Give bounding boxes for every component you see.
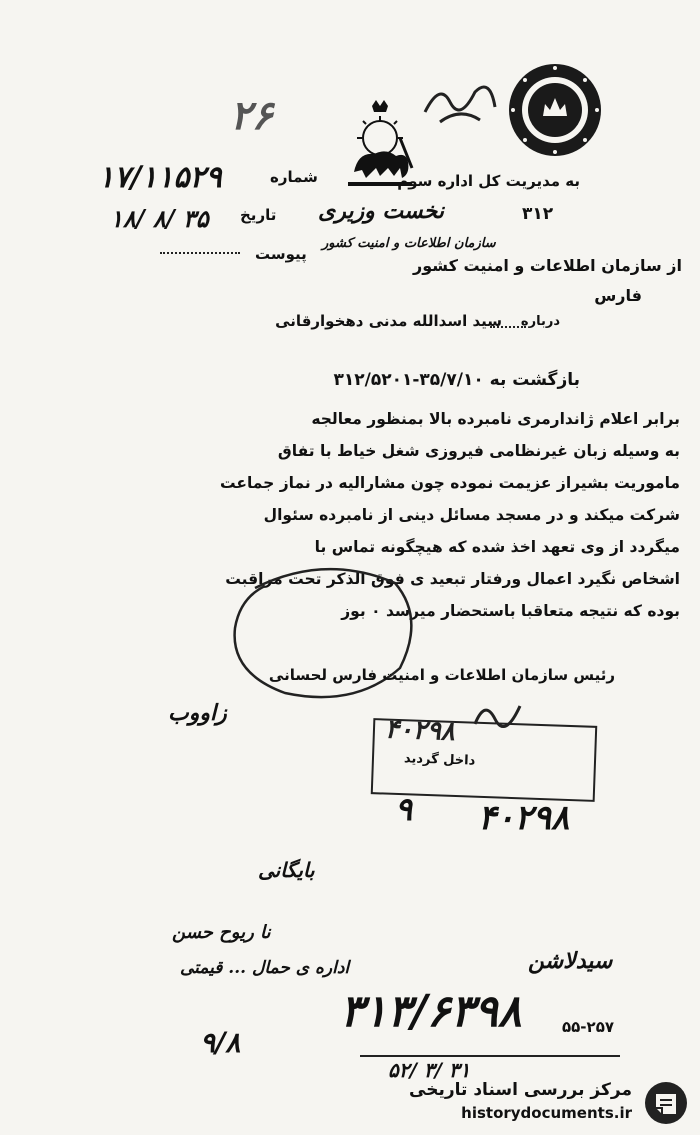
letter-number-label: شماره [270, 168, 318, 186]
signature-title: رئیس سازمان اطلاعات و امنیت فارس لحسانی [268, 666, 615, 684]
top-scribble [420, 72, 500, 132]
sender-line: از سازمان اطلاعات و امنیت کشور [413, 256, 682, 275]
subject-dotted-line [490, 326, 526, 328]
small-number: ۹/۸ [200, 1026, 241, 1059]
recipient-code: ۳۱۲ [522, 204, 554, 224]
subject-label: درباره [520, 314, 560, 329]
body-line-7: بوده که نتیجه متعاقبا باستحضار میرسد ۰ بوز [341, 602, 680, 620]
margin-note: بایگانی [258, 858, 315, 882]
letter-number-value: ۱۷/۱۱۵۲۹ [98, 160, 222, 195]
archive-code: ۵۵-۲۵۷ [562, 1018, 615, 1036]
annotation-note-1: نا ریوح حسن [172, 922, 271, 943]
received-stamp-number-handwritten: ۴۰۲۹۸ [384, 714, 456, 747]
received-stamp-text: داخل گردید [403, 751, 476, 769]
body-line-1: برابر اعلام ژاندارمری نامبرده بالا بمنظور معالجه [311, 410, 680, 428]
body-line-4: شرکت میکند و در مسجد مسائل دینی از نامبرده سئوال [263, 506, 680, 524]
attachment-label: پیوست [255, 245, 307, 263]
ministry-title: نخست وزیری [318, 198, 444, 224]
received-mark: ۹ [395, 790, 413, 828]
subject-value: سید اسدالله مدنی دهخوارقانی [275, 312, 502, 330]
handdrawn-circle [225, 558, 425, 708]
watermark-url: historydocuments.ir [461, 1104, 632, 1122]
archive-number: ۳۱۳/۶۳۹۸ [340, 986, 522, 1037]
recipient-line: به مدیریت کل اداره سوم [397, 172, 580, 190]
letter-date-label: تاریخ [240, 206, 277, 224]
body-line-6: اشخاص نگیرد اعمال ورفتار تبعید ی فوق الذکر تحت مراقبت [225, 570, 680, 588]
bottom-rule [360, 1055, 620, 1057]
bottom-number: ۵۲/ ۳/ ۳۱ [388, 1058, 471, 1082]
signature-scribble: زاووب [168, 700, 227, 726]
watermark [410, 1078, 694, 1128]
organization-title: سازمان اطلاعات و امنیت کشور [322, 236, 496, 251]
received-number: ۴۰۲۹۸ [478, 798, 570, 838]
letter-date-value: ۱۸/ ۸/ ۳۵ [110, 204, 209, 233]
annotation-signature-left: سیدلاشن [528, 948, 613, 974]
margin-mark: ۲۶ [230, 92, 273, 139]
body-line-3: ماموریت بشیراز عزیمت نموده چون مشارالیه در نماز جماعت [219, 474, 680, 492]
region-label: فارس [594, 286, 642, 305]
body-line-5: میگردد از وی تعهد اخذ شده که هیچگونه تماس با [314, 538, 680, 556]
watermark-title: مرکز بررسی اسناد تاریخی [409, 1080, 632, 1100]
seal-emblem [505, 60, 605, 160]
reference-line: بازگشت به ۳۵/۷/۱۰-۳۱۲/۵۲۰۱ [333, 370, 580, 390]
body-line-2: به وسیله زبان غیرنظامی فیروزی شغل خیاط با تفاق [277, 442, 680, 460]
watermark-logo-icon [642, 1080, 690, 1126]
attachment-dotted-line [160, 252, 240, 254]
annotation-note-2: اداره ی حمال ... قیمتی [180, 958, 350, 978]
